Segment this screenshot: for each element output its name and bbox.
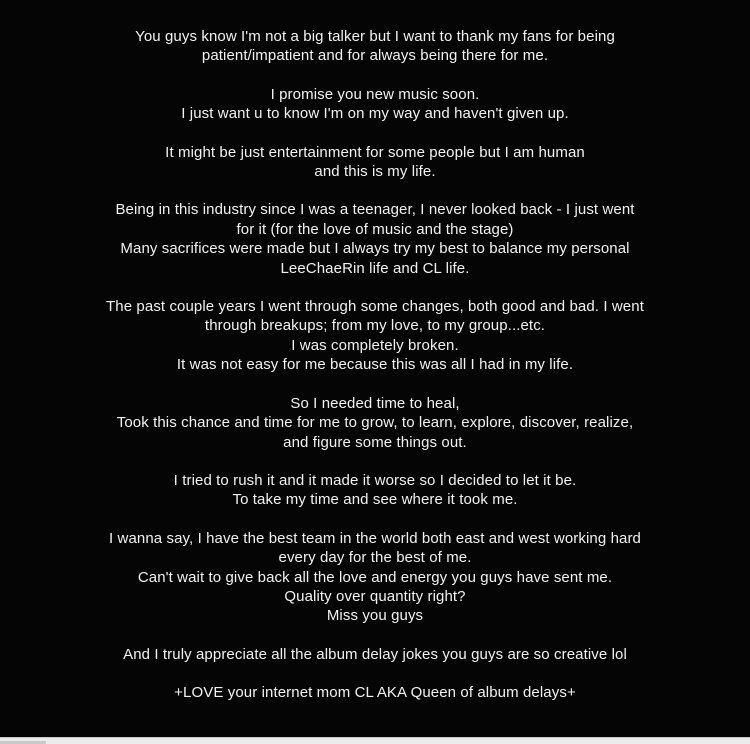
statement-line: You guys know I'm not a big talker but I want to thank my fans for being xyxy=(135,28,615,45)
statement-paragraph xyxy=(0,27,750,66)
statement-line: and this is my life. xyxy=(314,163,436,181)
statement-paragraph xyxy=(0,394,750,452)
statement-line: LeeChaeRin life and CL life. xyxy=(280,259,470,277)
statement-line: every day for the best of me. xyxy=(278,549,472,567)
statement-line: I was completely broken. xyxy=(291,336,459,354)
statement-paragraph xyxy=(0,143,750,182)
statement-line: To take my time and see where it took me. xyxy=(232,491,518,509)
statement-line: It was not easy for me because this was all I had in my life. xyxy=(176,356,574,374)
bottom-scrollbar-strip xyxy=(0,737,750,744)
statement-line: Being in this industry since I was a teenager, I never looked back - I just went xyxy=(115,201,635,219)
statement-line: Took this chance and time for me to grow, to learn, explore, discover, realize, xyxy=(116,414,634,432)
statement-line: +LOVE your internet mom CL AKA Queen of album delays+ xyxy=(174,684,576,702)
statement-line: patient/impatient and for always being there for me. xyxy=(201,47,549,65)
statement-paragraph xyxy=(0,200,750,278)
statement-line: through breakups; from my love, to my group...etc. xyxy=(204,317,546,335)
statement-line: Can't wait to give back all the love and energy you guys have sent me. xyxy=(137,568,613,586)
statement-line: The past couple years I went through some changes, both good and bad. I went xyxy=(106,298,644,316)
statement-line: and figure some things out. xyxy=(283,433,467,451)
statement-line: for it (for the love of music and the stage) xyxy=(236,220,514,238)
statement-line: It might be just entertainment for some people but I am human xyxy=(165,143,585,161)
statement-text xyxy=(0,27,750,703)
statement-line: Quality over quantity right? xyxy=(284,587,466,605)
statement-line: Miss you guys xyxy=(326,607,424,625)
statement-line: I tried to rush it and it made it worse so I decided to let it be. xyxy=(173,471,577,489)
statement-line: I wanna say, I have the best team in the world both east and west working hard xyxy=(109,529,641,547)
statement-line: So I needed time to heal, xyxy=(290,394,460,412)
statement-paragraph xyxy=(0,85,750,124)
statement-line: I promise you new music soon. xyxy=(270,85,480,103)
statement-paragraph xyxy=(0,683,750,702)
statement-paragraph xyxy=(0,297,750,375)
statement-paragraph xyxy=(0,645,750,664)
statement-paragraph xyxy=(0,529,750,626)
statement-line: And I truly appreciate all the album delay jokes you guys are so creative lol xyxy=(123,645,627,663)
statement-line: Many sacrifices were made but I always try my best to balance my personal xyxy=(120,240,630,258)
statement-line: I just want u to know I'm on my way and haven't given up. xyxy=(181,105,569,123)
statement-paragraph xyxy=(0,471,750,510)
